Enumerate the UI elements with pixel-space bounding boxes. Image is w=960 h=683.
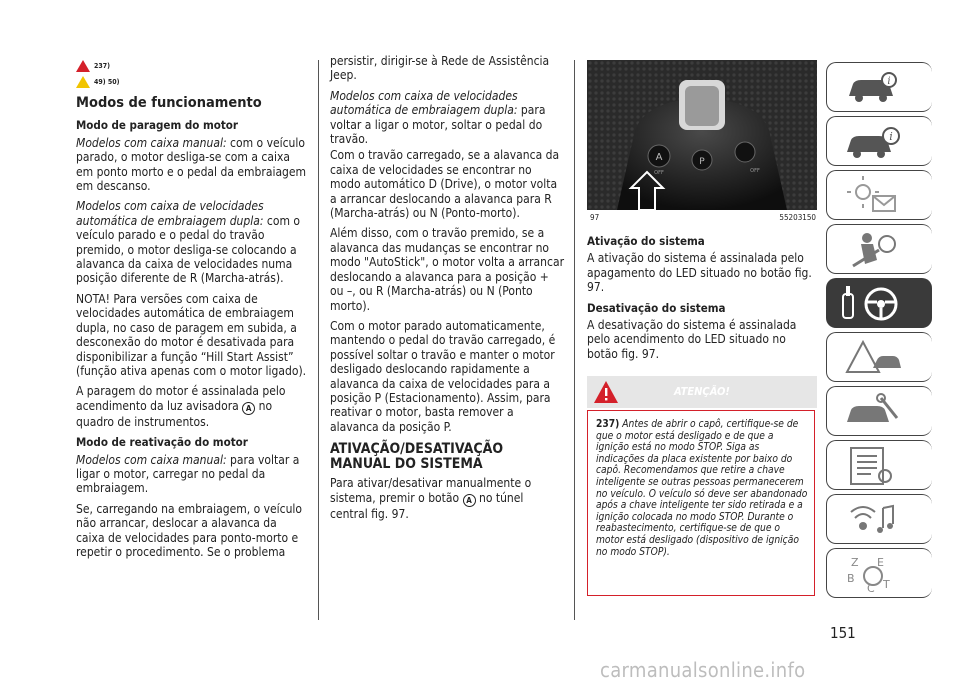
tab-starting-driving[interactable] xyxy=(826,278,932,328)
attention-ref: 237) xyxy=(596,419,620,430)
key-steering-icon xyxy=(841,284,911,324)
figure-caption-row xyxy=(590,213,816,222)
parked-paragraph: Com o motor parado automaticamente, mantendo o pedal do travão carregado, é possível soltar o travão e manter o motor desligado deslocando rapidamente a alavanca da caixa de velocidades para a posição P (Estacionamento). Assim, para reativar o motor, basta remover a alavanca da posição P. xyxy=(330,318,556,434)
restart-fail-paragraph: Se, carregando na embraiagem, o veículo não arrancar, deslocar a alavanca da caixa de velocidades para ponto-morto e repetir o procedimento. Se o problema xyxy=(76,501,303,559)
activation-paragraph: A ativação do sistema é assinalada pelo apagamento do LED situado no botão fig. 97. xyxy=(587,251,812,295)
warning-light-paragraph: A paragem do motor é assinalada pelo acendimento da luz avisadora A no quadro de instrumentos. xyxy=(76,384,286,429)
column-separator xyxy=(318,60,319,620)
svg-text:A: A xyxy=(655,152,663,163)
restart-manual-paragraph: Modelos com caixa manual: para voltar a ligar o motor, carregar no pedal da embraiagem. xyxy=(76,452,300,496)
warning-ref-row xyxy=(76,58,308,74)
figure-97-photo xyxy=(587,60,817,210)
roadside-warning-icon xyxy=(843,338,903,378)
caution-triangle-icon xyxy=(76,76,90,88)
caution-ref: 49) 50) xyxy=(94,77,120,86)
stop-mode-subheading: Modo de paragem do motor xyxy=(76,118,238,133)
specifications-icon xyxy=(843,446,903,486)
tab-servicing[interactable] xyxy=(826,386,932,436)
attention-header xyxy=(587,376,817,408)
autostick-paragraph: Além disso, com o travão premido, se a alavanca das mudanças se encontrar no modo "AutoStick", o motor volta a arrancar deslocando a alavanca para a posição + ou –, ou R (Marcha-atrás) ou N (Ponto morto). xyxy=(330,226,564,313)
svg-text:E: E xyxy=(877,556,884,569)
watermark: carmanualsonline.info xyxy=(600,658,806,682)
car-service-icon xyxy=(843,392,903,432)
continued-paragraph: persistir, dirigir-se à Rede de Assistência Jeep. xyxy=(330,54,550,83)
tab-emergency[interactable] xyxy=(826,332,932,382)
car-info-icon xyxy=(843,68,903,108)
auto-stop-button-icon: A xyxy=(463,494,476,507)
manual-stop-paragraph: Modelos com caixa manual: com o veículo parado, o motor desliga-se com a caixa em ponto morto e o pedal da embraiagem em descanso. xyxy=(76,135,307,194)
brake-paragraph: Com o travão carregado, se a alavanca da caixa de velocidades se encontrar no modo automático D (Drive), o motor volta a arrancar deslocando a alavanca para R (Marcha-atrás) ou N (Ponto-morto). xyxy=(330,148,560,221)
figure-code: 55203150 xyxy=(779,213,816,222)
button-off-label: OFF xyxy=(750,168,760,174)
svg-text:C: C xyxy=(867,582,875,595)
auto-restart-paragraph: Modelos com caixa de velocidades automática de embraiagem dupla: para voltar a ligar o motor, soltar o pedal do travão. xyxy=(330,88,546,147)
activation-subheading: Ativação do sistema xyxy=(587,234,705,248)
svg-text:P: P xyxy=(699,157,705,167)
manual-system-heading: ATIVAÇÃO/DESATIVAÇÃO MANUAL DO SISTEMA xyxy=(330,441,504,473)
tab-getting-to-know-car[interactable] xyxy=(826,62,932,112)
tab-safety[interactable] xyxy=(826,224,932,274)
tab-technical-data[interactable] xyxy=(826,440,932,490)
svg-text:B: B xyxy=(847,572,855,585)
deactivation-subheading: Desativação do sistema xyxy=(587,300,726,315)
svg-text:i: i xyxy=(887,76,891,87)
tab-index[interactable] xyxy=(826,548,932,598)
warning-triangle-icon xyxy=(76,60,90,72)
auto-stop-paragraph: Modelos com caixa de velocidades automática de embraiagem dupla: com o veículo parado e o pedal do travão premido, o motor desliga-se colocando a alavanca da caixa de velocidades numa posição diferente de R (Marcha-atrás). xyxy=(76,199,301,286)
airbag-seat-icon xyxy=(843,230,903,270)
button-off-label: OFF xyxy=(654,170,664,176)
figure-number: 97 xyxy=(590,213,600,222)
section-heading: Modos de funcionamento xyxy=(76,95,262,111)
center-console-illustration xyxy=(587,60,817,210)
tab-instrument-panel[interactable] xyxy=(826,116,932,166)
right-column-text xyxy=(587,234,817,367)
dashboard-info-icon xyxy=(843,122,903,162)
auto-stop-icon: A xyxy=(242,402,255,415)
svg-text:T: T xyxy=(883,578,890,591)
alphabetical-index-icon xyxy=(843,552,903,596)
attention-title: ATENÇÃO! xyxy=(674,385,730,398)
page-number: 151 xyxy=(830,624,856,642)
manual-toggle-paragraph: Para ativar/desativar manualmente o sistema, premir o botão A no túnel central fig. 97. xyxy=(330,476,532,521)
caution-ref-row xyxy=(76,74,308,90)
deactivation-paragraph: A desativação do sistema é assinalada pelo acendimento do LED situado no botão fig. 97. xyxy=(587,318,797,361)
column-separator xyxy=(574,60,575,620)
svg-text:Z: Z xyxy=(851,556,859,569)
attention-text: Antes de abrir o capô, certifique-se de que o motor está desligado e de que a ignição está no modo STOP. Siga as indicações da placa existente por baixo do capô. Recomendamos que retire a chave inteligente se outras pessoas permanecerem no veículo. O veículo só deve ser abandonado após a chave inteligente ter sido retirada e a ignição colocada no modo STOP. Durante o reabastecimento, certifique-se de que o motor está desligado (dispositivo de ignição no modo STOP). xyxy=(596,419,808,558)
tab-multimedia[interactable] xyxy=(826,494,932,544)
lights-mail-icon xyxy=(843,176,903,216)
multimedia-icon xyxy=(843,500,903,540)
warning-ref: 237) xyxy=(94,61,111,70)
restart-mode-subheading: Modo de reativação do motor xyxy=(76,435,248,450)
note-paragraph: NOTA! Para versões com caixa de velocidades automática de embraiagem dupla, no caso de paragem em subida, a desconexão do motor é desativada para disponibilizar a função “Hill Start Assist” (função ativa apenas com o motor ligado). xyxy=(76,291,307,378)
svg-text:i: i xyxy=(889,130,893,143)
attention-box xyxy=(587,410,815,596)
middle-column xyxy=(330,54,564,527)
tab-lights-controls[interactable] xyxy=(826,170,932,220)
left-column xyxy=(76,58,308,565)
